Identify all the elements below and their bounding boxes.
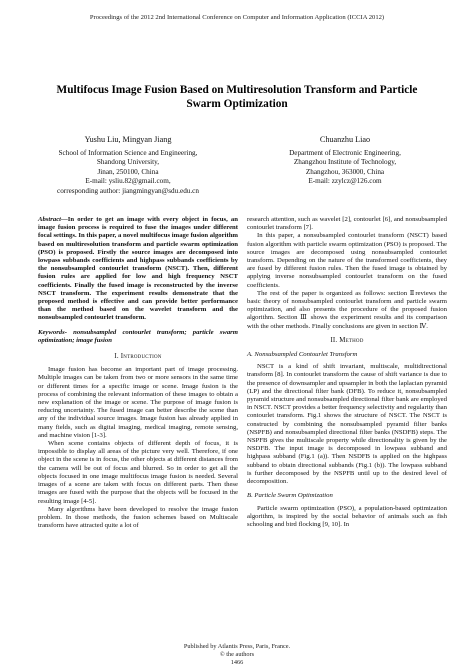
proceedings-header: Proceedings of the 2012 2nd International Conference on Computer and Information Application (ICCIA 2012) <box>89 14 385 21</box>
abstract-label: Abstract <box>38 216 62 223</box>
paragraph: Particle swarm optimization (PSO), a population-based optimization algorithm, is inspired by the social behavior of animals such as fish schooling and bird flocking [9, 10]. In <box>247 504 447 528</box>
author-email: E-mail: ysliu.82@gmail.com, <box>85 177 171 185</box>
author-names: Yushu Liu, Mingyan Jiang <box>84 135 172 144</box>
paragraph: research attention, such as wavelet [2], contourlet [6], and nonsubsampled contourlet transform [7]. <box>247 216 447 232</box>
left-column <box>38 216 238 530</box>
paragraph: In this paper, a nonsubsampled contourlet transform (NSCT) based fusion algorithm with particle swarm optimization (PSO) is proposed. The source images are decomposed using nonsubsampled contourlet transform. Depending on the nature of the transformed coefficients, they are fused by different fusion rules. Then the fused image is obtained by applying inverse nonsubsampled contourlet transform on the fused coefficients. <box>247 232 447 289</box>
copyright-line: © the authors <box>219 651 255 658</box>
paragraph: Image fusion has become an important part of image processing. Multiple images can be taken from two or more sensors in the same time or different times for a specific image or scene. Image fusion is the process of combining the relevant information of these images to obtain a new explanation of the image or scene. The purpose of image fusion is reducing uncertainty. The fused image can better describe the scene than any of the individual source images. Image fusion has already applied in many fields, such as digital imaging, medical imaging, remote sensing, and machine vision [1-3]. <box>38 366 238 439</box>
section-heading-introduction: I. Introduction <box>114 353 162 361</box>
keywords: Keywords- nonsubsampled contourlet transform; particle swarm optimization; image fusion <box>38 328 238 344</box>
paragraph: The rest of the paper is organized as follows: section Ⅱreviews the basic theory of nonsubsampled contourlet transform and particle swarm optimization, and also presents the procedure of the proposed fusion algorithm. Section Ⅲ shows the experiment results and its comparison with the other methods. Finally conclusions are given in section Ⅳ. <box>247 289 447 330</box>
subsection-heading-nsct: A. Nonsubsampled Contourlet Transform <box>247 351 358 359</box>
paragraph: Many algorithms have been developed to resolve the image fusion problem. In those methods, the fusion schemes based on Multiscale transform have attracted quite a lot of <box>38 505 238 530</box>
section-heading-method: II. Method <box>330 336 364 344</box>
abstract-text: —In order to get an image with every object in focus, an image fusion process is required to fuse the images under different focal settings. In this paper, a novel multifocus image fusion algorithm based on multiresolution transform and particle swarm optimization (PSO) is proposed. Firstly the source images are decomposed into lowpass subbands coefficients and highpass subbands coefficients by the nonsubsampled contourlet transform (NSCT). Then, different fusion rules are applied for low and high frequency NSCT coefficients. Finally the fused image is reconstructed by the inverse NSCT transform. The experiment results demonstrate that the proposed method is effective and can provide better performance than the method based on the wavelet transform and the nonsubsampled contourlet transform. <box>38 216 238 322</box>
affiliation-line: Zhangzhou Institute of Technology, <box>293 158 397 166</box>
paragraph: NSCT is a kind of shift invariant, multiscale, multidirectional transform [8]. In contourlet transform the cause of shift variance is due to the presence of downsampler and upsampler in both the laplacian pyramid (LP) and the directional filter bank (DFB). To reduce it, nonsubsampled pyramid structure and nonsubsampled directional filter bank are employed in NSCT. NSCT provides a better frequency selectivity and regularity than contourlet transform. Fig.1 shows the structure of NSCT. The NSCT is constructed by combining the nonsubsampled pyramid filter banks (NSPFB) and nonsubsampled directional filter banks (NSDFB) steps. The NSPFB gives the multiscale property while directionality is given by the NSDFB. The input image is decomposed in lowpass subband and highpass subband (Fig.1 (a)). Then NSDFB is applied on the highpass subband to obtain directional subbands (Fig.1 (b)). The lowpass subband is further decomposed by the NSPFB until up to the desired level of decomposition. <box>247 363 447 486</box>
affiliation-line: Zhangzhou, 363000, China <box>305 167 385 176</box>
page-footer <box>0 643 474 667</box>
paper-title: Multifocus Image Fusion Based on Multiresolution Transform and Particle Swarm Optimization <box>56 84 418 110</box>
paragraph: When scene contains objects of different depth of focus, it is impossible to display all areas of the picture very well. Therefore, if one object in the scene is in focus, the other objects at different distances from the camera will be out of focus and blurred. So in order to get all the objects focused in one image multifocus image fusion is needed. Several images of a scene are taken with focus on different parts. Then these images are fused with the purpose that the objects will be focused in the resulting image [4-5]. <box>38 440 238 505</box>
affiliation-line: Jinan, 250100, China <box>97 167 159 176</box>
corresponding-author: corresponding author: jiangmingyan@sdu.edu.cn <box>57 186 199 195</box>
page-number: 1466 <box>230 659 244 666</box>
author-email: E-mail: zzylcz@126.com <box>308 177 382 185</box>
author-block-right <box>246 135 444 187</box>
affiliation-line: School of Information Science and Engineering, <box>58 148 198 157</box>
author-names: Chuanzhu Liao <box>319 135 371 144</box>
affiliation-line: Department of Electronic Engineering, <box>289 148 401 157</box>
subsection-heading-pso: B. Particle Swarm Optimization <box>247 492 333 500</box>
right-column <box>247 216 447 529</box>
publisher-line: Published by Atlantis Press, Paris, France. <box>183 643 291 650</box>
abstract <box>38 216 238 323</box>
author-block-left <box>30 135 226 196</box>
affiliation-line: Shandong University, <box>96 158 160 166</box>
